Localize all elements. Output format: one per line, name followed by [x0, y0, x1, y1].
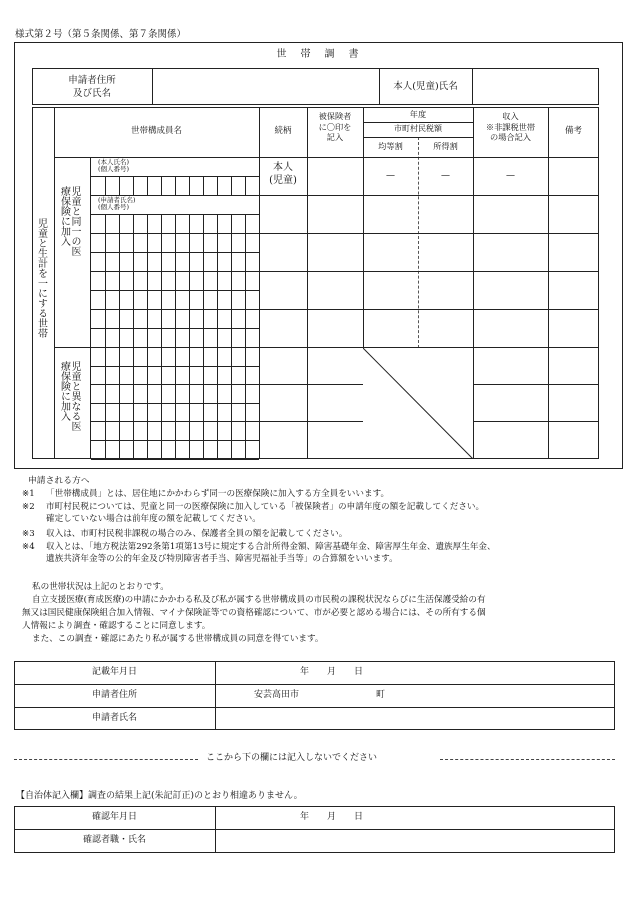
digit-cell-divider	[133, 421, 134, 440]
digit-cell-divider	[133, 366, 134, 384]
digit-cell-divider	[175, 440, 176, 459]
digit-cell-divider	[105, 214, 106, 233]
digit-cell-divider	[105, 403, 106, 421]
digit-cell-divider	[175, 176, 176, 195]
digit-cell-divider	[189, 271, 190, 290]
digit-cell-divider	[245, 384, 246, 403]
note-1-text: 「世帯構成員」とは、居住地にかかわらず同一の医療保険に加入する方全員をいいます。	[46, 489, 390, 499]
digit-cell-divider	[161, 421, 162, 440]
row1-number-label: (個人番号)	[98, 165, 130, 173]
digit-cell-divider	[203, 421, 204, 440]
notes-heading: 申請される方へ	[28, 476, 90, 486]
digit-cell-divider	[217, 403, 218, 421]
digit-cell-divider	[119, 309, 120, 328]
digit-cell-divider	[119, 176, 120, 195]
digit-cell-divider	[203, 214, 204, 233]
city-name: 安芸高田市	[254, 690, 300, 700]
digit-cell-divider	[245, 440, 246, 459]
digit-cell-divider	[161, 271, 162, 290]
header-relation: 続柄	[274, 126, 292, 136]
applicant-address-field[interactable]	[153, 69, 378, 104]
digit-cell-divider	[245, 233, 246, 252]
digit-cell-divider	[217, 328, 218, 347]
digit-cell-divider	[161, 214, 162, 233]
declaration-line-1: 私の世帯状況は上記のとおりです。	[32, 582, 169, 592]
header-tax-title: 市町村民税額	[394, 124, 442, 133]
digit-cell-divider	[189, 384, 190, 403]
digit-cell-divider	[231, 176, 232, 195]
digit-cell-divider	[147, 366, 148, 384]
member-row-divider	[91, 195, 259, 196]
digit-cell-divider	[175, 328, 176, 347]
digit-cell-divider	[203, 366, 204, 384]
digit-cell-divider	[175, 347, 176, 366]
applicant-address-sign-label: 申請者住所	[91, 690, 137, 700]
digit-cell-divider	[175, 366, 176, 384]
applicant-name-field[interactable]	[216, 708, 613, 729]
digit-cell-divider	[245, 252, 246, 271]
digit-cell-divider	[189, 176, 190, 195]
different-insurance-group-label: 児童と異なる医療保険に加入	[58, 361, 80, 431]
header-income-based: 所得割	[433, 141, 458, 151]
header-members: 世帯構成員名	[130, 126, 182, 136]
digit-cell-divider	[161, 290, 162, 309]
cut-line-text: ここから下の欄には記入しないでください	[206, 753, 378, 763]
digit-cell-divider	[231, 366, 232, 384]
digit-cell-divider	[203, 328, 204, 347]
digit-cell-divider	[119, 347, 120, 366]
header-income: 収入 ※非課税世帯 の場合記入	[485, 111, 536, 143]
digit-cell-divider	[119, 233, 120, 252]
digit-cell-divider	[133, 440, 134, 459]
form-number: 様式第２号（第５条関係、第７条関係）	[15, 29, 187, 40]
digit-cell-divider	[175, 252, 176, 271]
digit-cell-divider	[203, 309, 204, 328]
member-row-divider	[91, 459, 259, 460]
digit-cell-divider	[147, 328, 148, 347]
digit-cell-divider	[245, 271, 246, 290]
digit-cell-divider	[175, 309, 176, 328]
row1-income-dash: —	[506, 171, 515, 181]
confirm-date-label: 確認年月日	[91, 812, 137, 822]
digit-cell-divider	[105, 440, 106, 459]
digit-cell-divider	[231, 271, 232, 290]
digit-cell-divider	[245, 309, 246, 328]
digit-cell-divider	[175, 290, 176, 309]
digit-cell-divider	[105, 384, 106, 403]
digit-cell-divider	[119, 384, 120, 403]
digit-cell-divider	[147, 176, 148, 195]
digit-cell-divider	[189, 403, 190, 421]
child-name-label: 本人(児童)氏名	[393, 81, 458, 92]
declaration-line-2: 自立支援医療(育成医療)の申請にかかわる私及び私が属する世帯構成員の市民税の課税状況ならびに生活保護受給の有	[32, 595, 486, 605]
entry-date-value[interactable]: 年 月 日	[300, 667, 364, 677]
digit-cell-divider	[217, 214, 218, 233]
header-remarks: 備考	[564, 126, 582, 136]
household-side-label: 児童と生計を一にする世帯	[35, 218, 47, 338]
digit-cell-divider	[231, 328, 232, 347]
header-per-capita: 均等割	[378, 141, 403, 151]
digit-cell-divider	[203, 403, 204, 421]
note-2-mark: ※2	[22, 502, 35, 512]
digit-cell-divider	[147, 384, 148, 403]
digit-cell-divider	[133, 290, 134, 309]
digit-cell-divider	[203, 252, 204, 271]
digit-cell-divider	[161, 252, 162, 271]
digit-cell-divider	[203, 290, 204, 309]
digit-cell-divider	[119, 290, 120, 309]
digit-cell-divider	[217, 290, 218, 309]
digit-cell-divider	[231, 403, 232, 421]
town-suffix: 町	[376, 690, 386, 700]
same-insurance-group-label: 児童と同一の医療保険に加入	[58, 186, 80, 256]
digit-cell-divider	[133, 347, 134, 366]
digit-cell-divider	[133, 214, 134, 233]
row2-number-label: (個人番号)	[98, 203, 130, 211]
digit-cell-divider	[189, 366, 190, 384]
digit-cell-divider	[105, 290, 106, 309]
digit-cell-divider	[189, 214, 190, 233]
digit-cell-divider	[147, 214, 148, 233]
digit-cell-divider	[133, 403, 134, 421]
digit-cell-divider	[203, 176, 204, 195]
digit-cell-divider	[203, 347, 204, 366]
digit-cell-divider	[217, 421, 218, 440]
digit-cell-divider	[231, 214, 232, 233]
confirm-date-value: 年 月 日	[300, 812, 364, 822]
digit-cell-divider	[119, 421, 120, 440]
digit-cell-divider	[147, 403, 148, 421]
not-applicable-diagonal	[363, 348, 473, 459]
digit-cell-divider	[161, 176, 162, 195]
digit-cell-divider	[147, 347, 148, 366]
row1-name-label: (本人氏名)	[98, 158, 130, 166]
digit-cell-divider	[105, 328, 106, 347]
digit-cell-divider	[203, 233, 204, 252]
digit-cell-divider	[245, 214, 246, 233]
digit-cell-divider	[105, 233, 106, 252]
digit-cell-divider	[189, 290, 190, 309]
digit-cell-divider	[133, 384, 134, 403]
declaration-line-5: また、この調査・確認にあたり私が属する世帯構成員の同意を得ています。	[32, 634, 324, 644]
row1-relation: 本人 (児童)	[269, 162, 297, 186]
declaration-line-3: 無又は国民健康保険組合加入情報、マイナ保険証等での資格確認について、市が必要と認める場合には、その所有する個	[22, 608, 486, 618]
digit-cell-divider	[133, 271, 134, 290]
note-4-text: 収入とは、「地方税法第292条第1項第13号に規定する合計所得金額、障害基礎年金、障害厚生年金、遺族厚生年金、 遺族共済年金等の公的年金及び特別障害者手当、障害児福祉手当等」の合算額をいいます。	[46, 542, 496, 564]
digit-cell-divider	[105, 176, 106, 195]
digit-cell-divider	[175, 421, 176, 440]
digit-cell-divider	[217, 271, 218, 290]
row1-income-based-dash: —	[441, 171, 450, 181]
note-1-mark: ※1	[22, 489, 35, 499]
digit-cell-divider	[119, 403, 120, 421]
row2-name-label: (申請者氏名)	[98, 196, 136, 204]
digit-cell-divider	[161, 384, 162, 403]
digit-cell-divider	[189, 252, 190, 271]
digit-cell-divider	[105, 421, 106, 440]
page-title: 世 帯 調 書	[276, 49, 361, 60]
applicant-name-sign-label: 申請者氏名	[91, 713, 137, 723]
digit-cell-divider	[217, 366, 218, 384]
child-name-field[interactable]	[473, 69, 598, 104]
digit-cell-divider	[119, 366, 120, 384]
digit-cell-divider	[231, 309, 232, 328]
digit-cell-divider	[105, 347, 106, 366]
digit-cell-divider	[133, 328, 134, 347]
digit-cell-divider	[161, 347, 162, 366]
digit-cell-divider	[119, 271, 120, 290]
digit-cell-divider	[231, 233, 232, 252]
note-3-mark: ※3	[22, 529, 35, 539]
digit-cell-divider	[119, 214, 120, 233]
digit-cell-divider	[133, 233, 134, 252]
digit-cell-divider	[217, 252, 218, 271]
digit-cell-divider	[245, 403, 246, 421]
digit-cell-divider	[147, 271, 148, 290]
digit-cell-divider	[217, 309, 218, 328]
digit-cell-divider	[231, 440, 232, 459]
digit-cell-divider	[245, 328, 246, 347]
digit-cell-divider	[105, 366, 106, 384]
municipal-heading: 【自治体記入欄】調査の結果上記(朱記訂正)のとおり相違ありません。	[16, 791, 303, 801]
digit-cell-divider	[133, 176, 134, 195]
digit-cell-divider	[105, 271, 106, 290]
entry-date-label: 記載年月日	[91, 667, 137, 677]
digit-cell-divider	[161, 233, 162, 252]
digit-cell-divider	[175, 384, 176, 403]
digit-cell-divider	[203, 271, 204, 290]
digit-cell-divider	[189, 233, 190, 252]
digit-cell-divider	[161, 440, 162, 459]
digit-cell-divider	[105, 252, 106, 271]
digit-cell-divider	[147, 290, 148, 309]
digit-cell-divider	[245, 176, 246, 195]
digit-cell-divider	[231, 421, 232, 440]
digit-cell-divider	[147, 309, 148, 328]
header-tax-year: 年度	[409, 109, 427, 119]
digit-cell-divider	[189, 440, 190, 459]
digit-cell-divider	[119, 328, 120, 347]
confirmer-label: 確認者職・氏名	[82, 835, 146, 845]
digit-cell-divider	[175, 403, 176, 421]
digit-cell-divider	[161, 366, 162, 384]
digit-cell-divider	[175, 214, 176, 233]
digit-cell-divider	[147, 440, 148, 459]
digit-cell-divider	[231, 252, 232, 271]
digit-cell-divider	[245, 366, 246, 384]
digit-cell-divider	[161, 309, 162, 328]
digit-cell-divider	[217, 440, 218, 459]
digit-cell-divider	[189, 328, 190, 347]
digit-cell-divider	[217, 233, 218, 252]
digit-cell-divider	[133, 252, 134, 271]
digit-cell-divider	[203, 384, 204, 403]
digit-cell-divider	[161, 328, 162, 347]
digit-cell-divider	[175, 271, 176, 290]
digit-cell-divider	[161, 403, 162, 421]
digit-cell-divider	[133, 309, 134, 328]
digit-cell-divider	[175, 233, 176, 252]
digit-cell-divider	[245, 290, 246, 309]
digit-cell-divider	[105, 309, 106, 328]
digit-cell-divider	[217, 347, 218, 366]
digit-cell-divider	[245, 421, 246, 440]
declaration-line-4: 人情報により調査・確認することに同意します。	[22, 621, 211, 631]
digit-cell-divider	[147, 421, 148, 440]
digit-cell-divider	[231, 347, 232, 366]
digit-cell-divider	[147, 233, 148, 252]
note-2-text: 市町村民税については、児童と同一の医療保険に加入している「被保険者」の申請年度の額を記載してください。 確定していない場合は前年度の額を記載してください。	[46, 502, 485, 524]
note-4-mark: ※4	[22, 542, 35, 552]
digit-cell-divider	[189, 347, 190, 366]
digit-cell-divider	[119, 440, 120, 459]
note-3-text: 収入は、市町村民税非課税の場合のみ、保護者全員の額を記載してください。	[46, 529, 348, 539]
digit-cell-divider	[147, 252, 148, 271]
digit-cell-divider	[245, 347, 246, 366]
digit-cell-divider	[217, 384, 218, 403]
digit-cell-divider	[203, 440, 204, 459]
header-insured: 被保険者 に〇印を 記入	[318, 111, 352, 143]
digit-cell-divider	[231, 384, 232, 403]
applicant-address-label: 申請者住所 及び氏名	[68, 75, 116, 99]
digit-cell-divider	[189, 309, 190, 328]
digit-cell-divider	[189, 421, 190, 440]
digit-cell-divider	[217, 176, 218, 195]
row1-per-capita-dash: —	[386, 171, 395, 181]
digit-cell-divider	[119, 252, 120, 271]
digit-cell-divider	[231, 290, 232, 309]
